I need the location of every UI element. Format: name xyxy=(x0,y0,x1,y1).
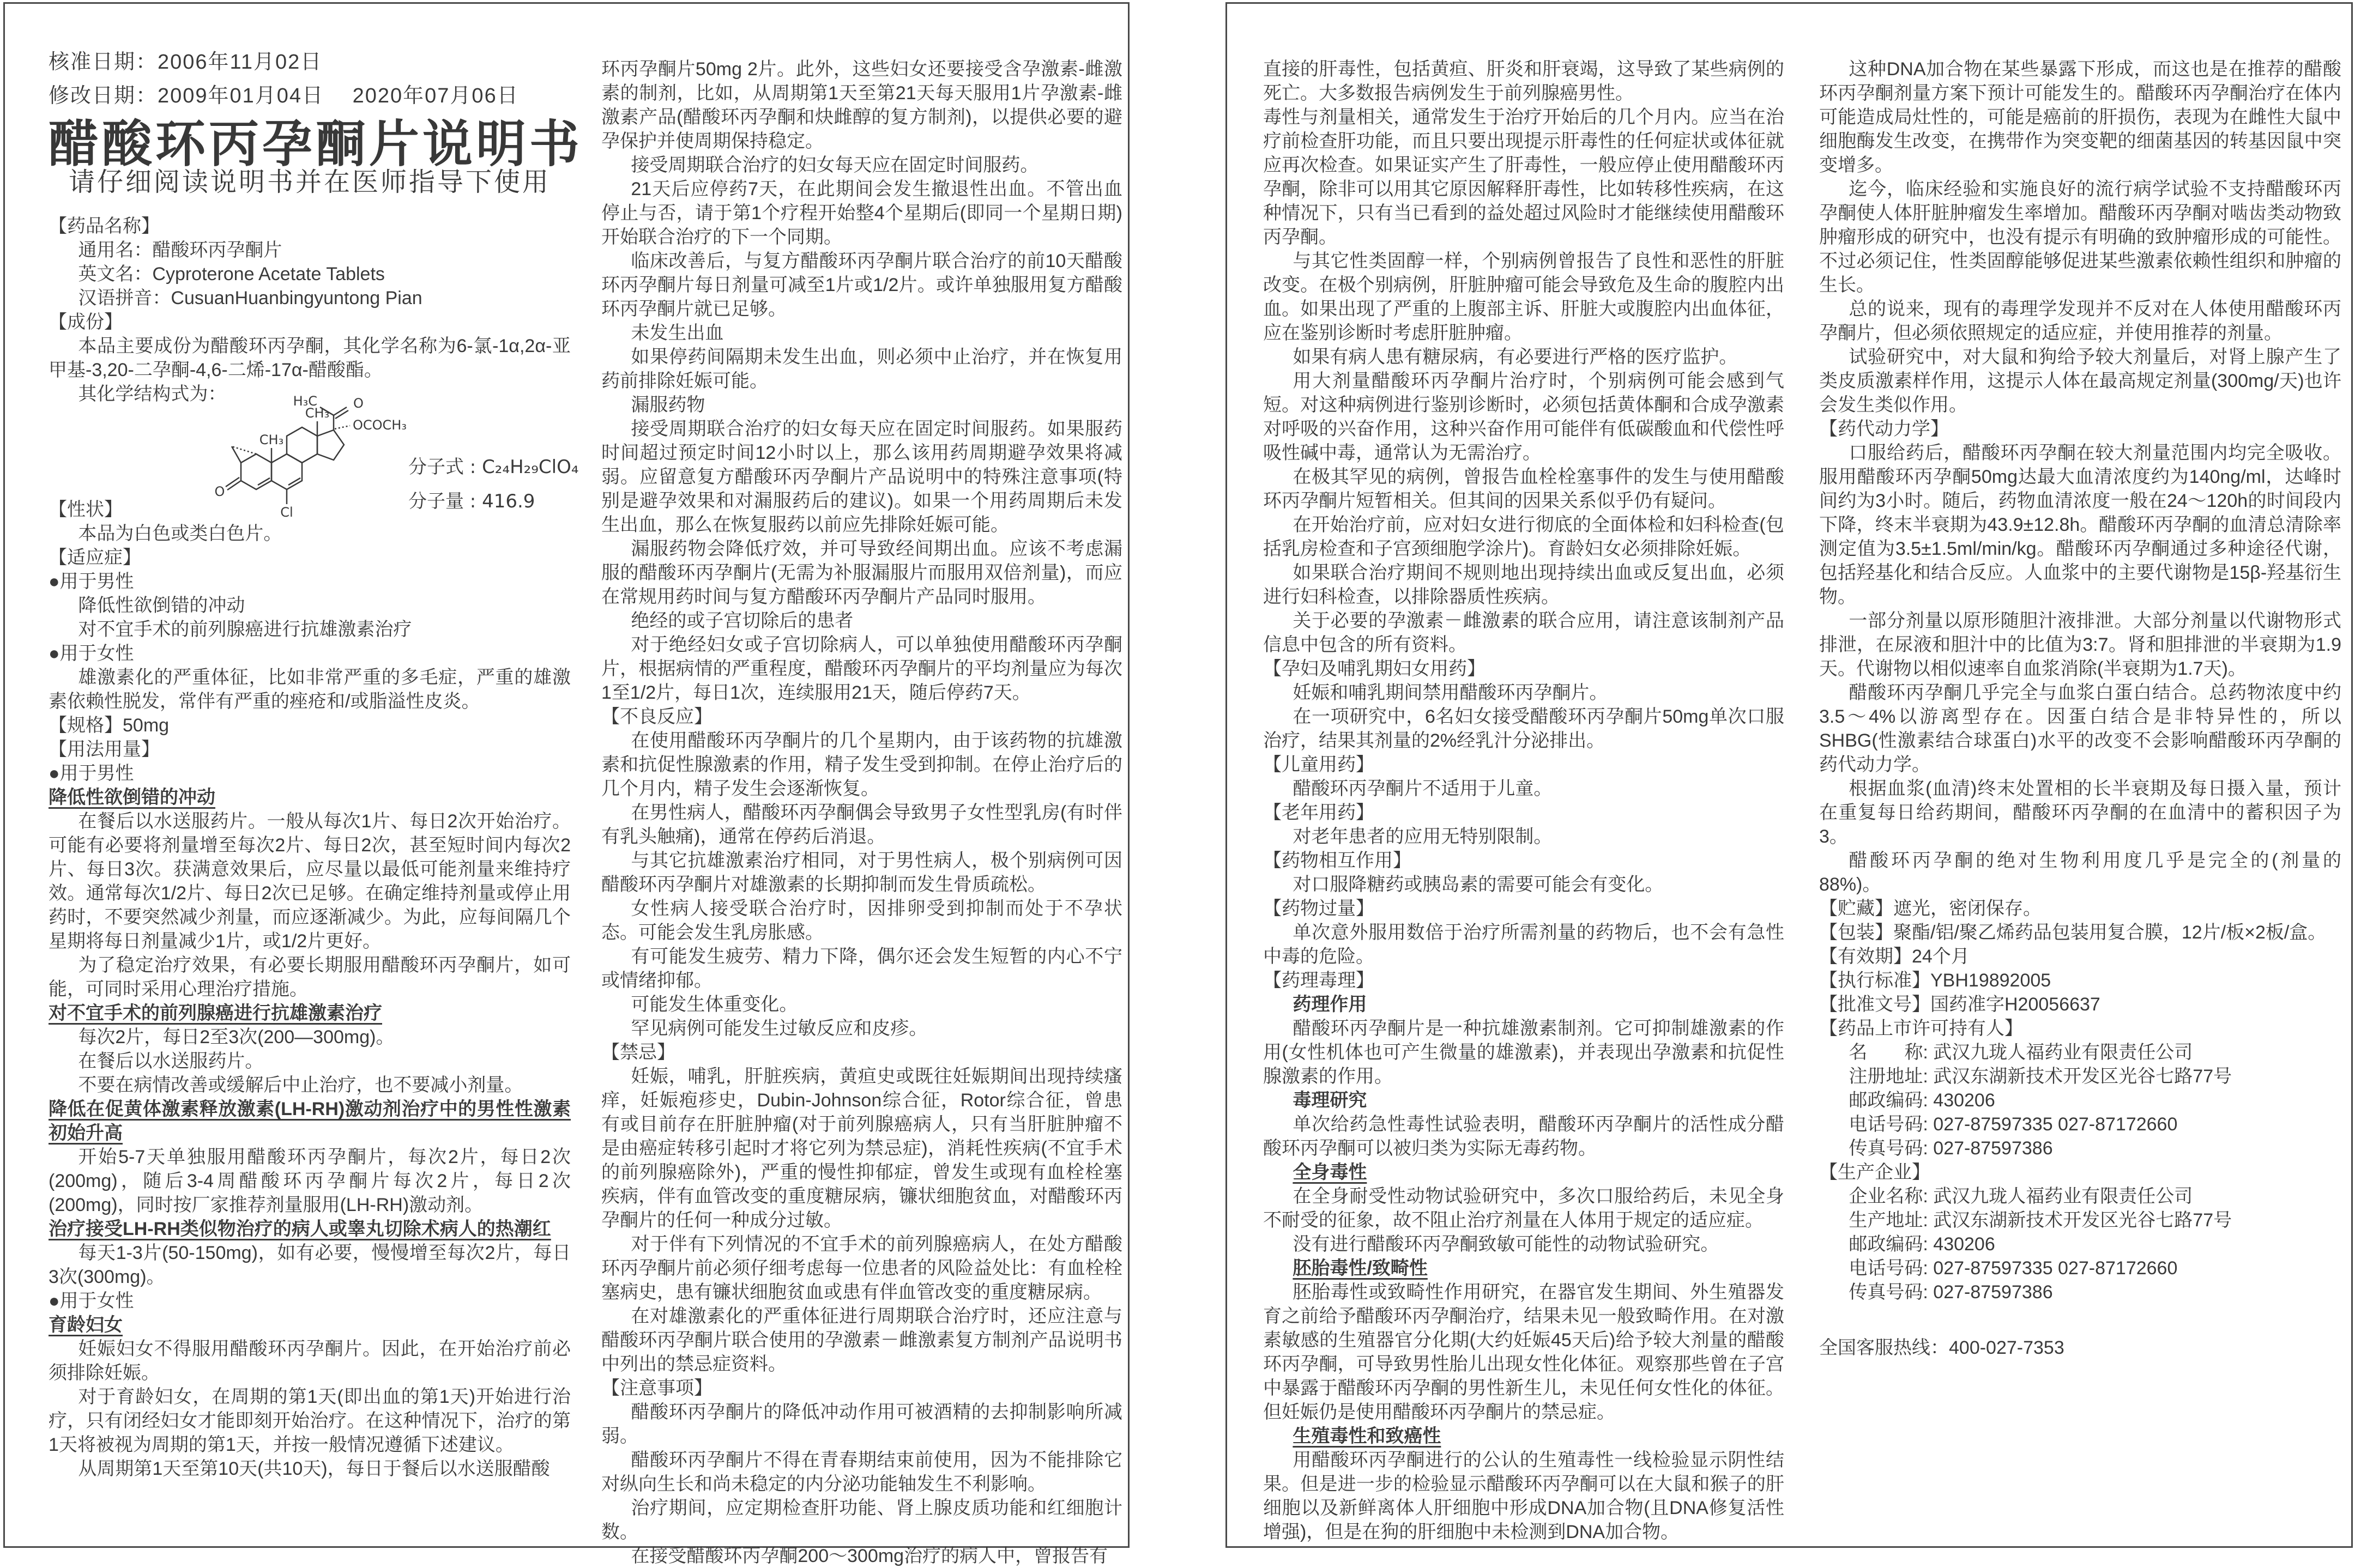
page-right xyxy=(1225,2,2353,1548)
page2-column1 xyxy=(1263,57,1784,1544)
section-header: 【药物过量】 xyxy=(1263,898,1374,919)
paragraph: 传真号码: 027-87597386 xyxy=(1849,1282,2053,1303)
paragraph: 绝经的或子宫切除后的患者 xyxy=(631,610,854,631)
page2-column2 xyxy=(1819,57,2341,1360)
paragraph: 注册地址: 武汉东湖新技术开发区光谷七路77号 xyxy=(1849,1066,2232,1087)
paragraph: 醋酸环丙孕酮的绝对生物利用度几乎是完全的(剂量的88%)。 xyxy=(1819,850,2341,895)
paragraph: 不要在病情改善或缓解后中止治疗，也不要减小剂量。 xyxy=(78,1075,523,1095)
section-header: 【批准文号】国药准字H20056637 xyxy=(1819,994,2100,1015)
paragraph: 醋酸环丙孕酮几乎完全与血浆白蛋白结合。总药物浓度中约3.5～4%以游离型存在。因蛋白结合是非特异性的，所以SHBG(性激素结合球蛋白)水平的改变不会影响醋酸环丙孕酮的药代动力学。 xyxy=(1819,682,2341,775)
section-header: 【包装】聚酯/铝/聚乙烯药品包装用复合膜，12片/板×2板/盒。 xyxy=(1819,922,2327,943)
paragraph: 漏服药物 xyxy=(631,395,705,415)
paragraph: 临床改善后，与复方醋酸环丙孕酮片联合治疗的前10天醋酸环丙孕酮片每日剂量可减至1片或1/2片。或许单独服用复方醋酸环丙孕酮片就已足够。 xyxy=(601,251,1122,319)
paragraph: 邮政编码: 430206 xyxy=(1849,1090,1995,1111)
section-header: 【用法用量】 xyxy=(49,739,160,760)
subsection-heading: 治疗接受LH-RH类似物治疗的病人或睾丸切除术病人的热潮红 xyxy=(49,1219,551,1239)
spacer xyxy=(1819,1304,2341,1336)
paragraph: 妊娠和哺乳期间禁用醋酸环丙孕酮片。 xyxy=(1293,682,1608,703)
paragraph: 醋酸环丙孕酮片是一种抗雄激素制剂。它可抑制雄激素的作用(女性机体也可产生微量的雄激素)，并表现出孕激素和抗促性腺激素的作用。 xyxy=(1263,1018,1784,1087)
subsection-heading: 胚胎毒性/致畸性 xyxy=(1293,1258,1428,1279)
section-header: 【执行标准】YBH19892005 xyxy=(1819,970,2051,991)
bullet-item: ●用于男性 xyxy=(49,571,134,592)
acetyl-oxygen-label: O xyxy=(353,396,364,411)
paragraph: 在极其罕见的病例，曾报告血栓栓塞事件的发生与使用醋酸环丙孕酮片短暂相关。但其间的因果关系似乎仍有疑问。 xyxy=(1263,467,1784,511)
paragraph: 妊娠，哺乳，肝脏疾病，黄疸史或既往妊娠期间出现持续瘙痒，妊娠疱疹史，Dubin-Johnson综合征，Rotor综合征，曾患有或目前存在肝脏肿瘤(对于前列腺癌病人，只有当肝脏肿瘤不是由癌症转移引起时才将它列为禁忌症)，消耗性疾病(不宜手术的前列腺癌除外)，严重的慢性抑郁症，曾发生或现有血栓栓塞疾病，伴有血管改变的重度糖尿病，镰状细胞贫血，对醋酸环丙孕酮片的任何一种成分过敏。 xyxy=(601,1066,1122,1231)
paragraph: 单次意外服用数倍于治疗所需剂量的药物后，也不会有急性中毒的危险。 xyxy=(1263,922,1784,967)
paragraph: 醋酸环丙孕酮片的降低冲动作用可被酒精的去抑制影响所减弱。 xyxy=(601,1402,1122,1446)
subsection-heading: 药理作用 xyxy=(1293,994,1367,1015)
paragraph: 漏服药物会降低疗效，并可导致经间期出血。应该不考虑漏服的醋酸环丙孕酮片(无需为补服漏服片而服用双倍剂量)，而应在常规用药时间与复方醋酸环丙孕酮片产品同时服用。 xyxy=(601,538,1122,607)
paragraph: 有可能发生疲劳、精力下降，偶尔还会发生短暂的内心不宁或情绪抑郁。 xyxy=(601,946,1122,991)
section-header: 【规格】50mg xyxy=(49,715,170,736)
paragraph: 邮政编码: 430206 xyxy=(1849,1234,1995,1255)
subsection-heading: 降低性欲倒错的冲动 xyxy=(49,787,215,808)
bullet-item: ●用于女性 xyxy=(49,1291,134,1311)
section-header: 【贮藏】遮光，密闭保存。 xyxy=(1819,898,2042,919)
paragraph: 用大剂量醋酸环丙孕酮片治疗时，个别病例可能会感到气短。对这种病例进行鉴别诊断时，必须包括黄体酮和合成孕激素对呼吸的兴奋作用，这种兴奋作用可能伴有低碳酸血和代偿性呼吸性碱中毒，通常认为无需治疗。 xyxy=(1263,371,1784,463)
paragraph: 英文名：Cyproterone Acetate Tablets xyxy=(78,264,385,284)
section-header: 【药品上市许可持有人】 xyxy=(1819,1018,2023,1039)
paragraph: 对老年患者的应用无特别限制。 xyxy=(1293,826,1553,847)
paragraph: 与其它抗雄激素治疗相同，对于男性病人，极个别病例可因醋酸环丙孕酮片对雄激素的长期抑制而发生骨质疏松。 xyxy=(601,850,1122,895)
paragraph: 传真号码: 027-87597386 xyxy=(1849,1138,2053,1159)
paragraph: 胚胎毒性或致畸性作用研究，在器官发生期间、外生殖器发育之前给予醋酸环丙孕酮治疗，结果未见一般致畸作用。在对激素敏感的生殖器官分化期(大约妊娠45天后)给予较大剂量的醋酸环丙孕酮，可导致男性胎儿出现女性化体征。观察那些曾在子宫中暴露于醋酸环丙孕酮的男性新生儿，未见任何女性化的体征。但妊娠仍是使用醋酸环丙孕酮片的禁忌症。 xyxy=(1263,1282,1784,1422)
paragraph: 在男性病人，醋酸环丙孕酮偶会导致男子女性型乳房(有时伴有乳头触痛)，通常在停药后消退。 xyxy=(601,802,1122,847)
paragraph: 根据血浆(血清)终末处置相的长半衰期及每日摄入量，预计在重复每日给药期间，醋酸环丙孕酮的在血清中的蓄积因子为3。 xyxy=(1819,778,2341,847)
paragraph: 环丙孕酮片50mg 2片。此外，这些妇女还要接受含孕激素-雌激素的制剂，比如，从周期第1天至第21天每天服用1片孕激素-雌激素产品(醋酸环丙孕酮和炔雌醇的复方制剂)，以提供必要的避孕保护并使周期保持稳定。 xyxy=(601,59,1122,152)
paragraph: 在接受醋酸环丙孕酮200～300mg治疗的病人中，曾报告有 xyxy=(631,1546,1108,1566)
paragraph: 在开始治疗前，应对妇女进行彻底的全面体检和妇科检查(包括乳房检查和子宫颈细胞学涂片)。育龄妇女必须排除妊娠。 xyxy=(1263,514,1784,559)
subsection-heading: 毒理研究 xyxy=(1293,1090,1367,1111)
acetate-group-label: OCOCH₃ xyxy=(353,417,407,433)
section-header: 【药理毒理】 xyxy=(1263,970,1374,991)
paragraph: 开始5-7天单独服用醋酸环丙孕酮片，每次2片，每日2次(200mg)，随后3-4周醋酸环丙孕酮片每次2片，每日2次(200mg)，同时按厂家推荐剂量服用(LH-RH)激动剂。 xyxy=(49,1147,571,1215)
paragraph: 从周期第1天至第10天(共10天)，每日于餐后以水送服醋酸 xyxy=(78,1458,550,1479)
approval-date: 核准日期：2006年11月02日 xyxy=(49,51,323,74)
bullet-item: ●用于女性 xyxy=(49,643,134,664)
paragraph: 在餐后以水送服药片。 xyxy=(78,1051,264,1071)
section-header: 【药物相互作用】 xyxy=(1263,850,1411,871)
bullet-item: ●用于男性 xyxy=(49,763,134,784)
paragraph: 醋酸环丙孕酮片不得在青春期结束前使用，因为不能排除它对纵向生长和尚未稳定的内分泌功能轴发生不利影响。 xyxy=(601,1450,1122,1494)
ketone-oxygen-label: O xyxy=(214,484,225,499)
molecular-formula: 分子式 : C₂₄H₂₉ClO₄ xyxy=(408,456,579,478)
paragraph: 本品为白色或类白色片。 xyxy=(78,523,282,544)
section-header: 【适应症】 xyxy=(49,547,141,568)
section-header: 【生产企业】 xyxy=(1819,1162,1930,1183)
paragraph: 在一项研究中，6名妇女接受醋酸环丙孕酮片50mg单次口服治疗，结果其剂量的2%经乳汁分泌排出。 xyxy=(1263,706,1784,751)
paragraph: 女性病人接受联合治疗时，因排卵受到抑制而处于不孕状态。可能会发生乳房胀感。 xyxy=(601,898,1122,943)
paragraph: 总的说来，现有的毒理学发现并不反对在人体使用醋酸环丙孕酮片，但必须依照规定的适应症，并使用推荐的剂量。 xyxy=(1819,299,2341,343)
section-header: 【有效期】24个月 xyxy=(1819,946,1970,967)
paragraph: 每天1-3片(50-150mg)，如有必要，慢慢增至每次2片，每日3次(300mg)。 xyxy=(49,1243,571,1287)
paragraph: 迄今，临床经验和实施良好的流行病学试验不支持醋酸环丙孕酮使人体肝脏肿瘤发生率增加。醋酸环丙孕酮对啮齿类动物致肿瘤形成的研究中，也没有提示有明确的致肿瘤形成的可能性。不过必须记住，性类固醇能够促进某些激素依赖性组织和肿瘤的生长。 xyxy=(1819,179,2341,295)
section-header: 【性状】 xyxy=(49,499,123,520)
subsection-heading: 育龄妇女 xyxy=(49,1315,123,1335)
paragraph: 一部分剂量以原形随胆汁液排泄。大部分剂量以代谢物形式排泄，在尿液和胆汁中的比值为3:7。肾和胆排泄的半衰期为1.9天。代谢物以相似速率自血浆消除(半衰期为1.7天)。 xyxy=(1819,610,2341,679)
page1-column2 xyxy=(601,57,1122,1568)
molecular-weight: 分子量 : 416.9 xyxy=(408,491,535,512)
c19-methyl-label: CH₃ xyxy=(259,432,284,447)
paragraph: 汉语拼音：CusuanHuanbingyuntong Pian xyxy=(78,288,422,308)
paragraph: 关于必要的孕激素－雌激素的联合应用，请注意该制剂产品信息中包含的所有资料。 xyxy=(1263,610,1784,655)
paragraph: 这种DNA加合物在某些暴露下形成，而这也是在推荐的醋酸环丙孕酮剂量方案下预计可能发生的。醋酸环丙孕酮治疗在体内可能造成局灶性的，可能是癌前的肝损伤，表现为在雌性大鼠中细胞酶发生改变，在携带作为突变靶的细菌基因的转基因鼠中突变增多。 xyxy=(1819,59,2341,175)
paragraph: 接受周期联合治疗的妇女每天应在固定时间服药。如果服药时间超过预定时间12小时以上，那么该用药周期避孕效果将减弱。应留意复方醋酸环丙孕酮片产品说明中的特殊注意事项(特别是避孕效果和对漏服药后的建议)。如果一个用药周期后未发生出血，那么在恢复服药以前应先排除妊娠可能。 xyxy=(601,419,1122,535)
paragraph: 接受周期联合治疗的妇女每天应在固定时间服药。 xyxy=(631,155,1039,175)
paragraph: 在对雄激素化的严重体征进行周期联合治疗时，还应注意与醋酸环丙孕酮片联合使用的孕激素－雌激素复方制剂产品说明书中列出的禁忌症资料。 xyxy=(601,1306,1122,1375)
paragraph: 没有进行醋酸环丙孕酮致敏可能性的动物试验研究。 xyxy=(1293,1234,1719,1255)
chlorine-label: Cl xyxy=(280,505,293,520)
paragraph: 试验研究中，对大鼠和狗给予较大剂量后，对肾上腺产生了类皮质激素样作用，这提示人体在最高规定剂量(300mg/天)也许会发生类似作用。 xyxy=(1819,347,2341,415)
text-block xyxy=(49,214,571,406)
paragraph: 雄激素化的严重体征，比如非常严重的多毛症，严重的雄激素依赖性脱发，常伴有严重的痤疮和/或脂溢性皮炎。 xyxy=(49,667,571,712)
subsection-heading: 全身毒性 xyxy=(1293,1162,1367,1183)
subsection-heading: 生殖毒性和致癌性 xyxy=(1293,1426,1441,1446)
paragraph: 在餐后以水送服药片。一般从每次1片、每日2次开始治疗。可能有必要将剂量增至每次2片、每日2次，甚至短时间内每次2片、每日3次。获满意效果后，应尽量以最低可能剂量来维持疗效。通常每次1/2片、每日2次已足够。在确定维持剂量或停止用药时，不要突然减少剂量，而应逐渐减少。为此，应每间隔几个星期将每日剂量减少1片，或1/2片更好。 xyxy=(49,811,571,952)
paragraph: 生产地址: 武汉东湖新技术开发区光谷七路77号 xyxy=(1849,1210,2232,1231)
page1-column1 xyxy=(49,37,583,1481)
section-header: 【不良反应】 xyxy=(601,706,712,727)
date-block xyxy=(49,37,571,113)
paragraph: 在全身耐受性动物试验研究中，多次口服给药后，未见全身不耐受的征象，故不阻止治疗剂量在人体用于规定的适应症。 xyxy=(1263,1186,1784,1231)
paragraph: 本品主要成份为醋酸环丙孕酮，其化学名称为6-氯-1α,2α-亚甲基-3,20-二孕酮-4,6-二烯-17α-醋酸酯。 xyxy=(49,336,571,380)
paragraph: 在使用醋酸环丙孕酮片的几个星期内，由于该药物的抗雄激素和抗促性腺激素的作用，精子发生受到抑制。在停止治疗后的几个月内，精子发生会逐渐恢复。 xyxy=(601,730,1122,799)
paragraph: 降低性欲倒错的冲动 xyxy=(78,595,245,616)
section-header: 【禁忌】 xyxy=(601,1042,675,1063)
text-block xyxy=(49,498,571,1481)
page-left xyxy=(3,2,1130,1566)
paragraph: 企业名称: 武汉九珑人福药业有限责任公司 xyxy=(1849,1186,2193,1207)
paragraph: 对口服降糖药或胰岛素的需要可能会有变化。 xyxy=(1293,874,1664,895)
paragraph: 口服给药后，醋酸环丙孕酮在较大剂量范围内均完全吸收。服用醋酸环丙孕酮50mg达最大血清浓度约为140ng/ml，达峰时间约为3小时。随后，药物血清浓度一般在24～120h的时间段内下降，终末半衰期为43.9±12.8h。醋酸环丙孕酮的血清总清除率测定值为3.5±1.5ml/min/kg。醋酸环丙孕酮通过多种途径代谢，包括羟基化和结合反应。人血浆中的主要代谢物是15β-羟基衍生物。 xyxy=(1819,443,2341,607)
paragraph: 对于育龄妇女，在周期的第1天(即出血的第1天)开始进行治疗，只有闭经妇女才能即刻开始治疗。在这种情况下，治疗的第1天将被视为周期的第1天，并按一般情况遵循下述建议。 xyxy=(49,1387,571,1455)
paragraph: 与其它性类固醇一样，个别病例曾报告了良性和恶性的肝脏改变。在极个别病例，肝脏肿瘤可能会导致危及生命的腹腔内出血。如果出现了严重的上腹部主诉、肝脏大或腹腔内出血体征，应在鉴别诊断时考虑肝脏肿瘤。 xyxy=(1263,251,1784,343)
paragraph: 通用名：醋酸环丙孕酮片 xyxy=(78,240,282,261)
section-header: 【成份】 xyxy=(49,312,123,332)
h3c-label: H₃C xyxy=(293,393,317,409)
section-header: 【药品名称】 xyxy=(49,216,160,237)
subsection-heading: 对不宜手术的前列腺癌进行抗雄激素治疗 xyxy=(49,1003,382,1024)
paragraph: 电话号码: 027-87597335 027-87172660 xyxy=(1849,1114,2178,1135)
paragraph: 对于伴有下列情况的不宜手术的前列腺癌病人，在处方醋酸环丙孕酮片前必须仔细考虑每一位患者的风险益处比：有血栓栓塞病史，患有镰状细胞贫血或患有伴血管改变的重度糖尿病。 xyxy=(601,1234,1122,1303)
paragraph: 单次给药急性毒性试验表明，醋酸环丙孕酮片的活性成分醋酸环丙孕酮可以被归类为实际无毒药物。 xyxy=(1263,1114,1784,1159)
paragraph: 用醋酸环丙孕酮进行的公认的生殖毒性一线检验显示阴性结果。但是进一步的检验显示醋酸环丙孕酮可以在大鼠和猴子的肝细胞以及新鲜离体人肝细胞中形成DNA加合物(且DNA修复活性增强)，但是在狗的肝细胞中未检测到DNA加合物。 xyxy=(1263,1450,1784,1542)
paragraph: 如果有病人患有糖尿病，有必要进行严格的医疗监护。 xyxy=(1293,347,1738,367)
section-header: 【药代动力学】 xyxy=(1819,419,1949,439)
section-header: 【孕妇及哺乳期妇女用药】 xyxy=(1263,658,1486,679)
paragraph: 直接的肝毒性，包括黄疸、肝炎和肝衰竭，这导致了某些病例的死亡。大多数报告病例发生于前列腺癌男性。 xyxy=(1263,59,1784,104)
paragraph: 21天后应停药7天，在此期间会发生撤退性出血。不管出血停止与否，请于第1个疗程开始整4个星期后(即同一个星期日期)开始联合治疗的下一个同期。 xyxy=(601,179,1122,247)
paragraph: 为了稳定治疗效果，有必要长期服用醋酸环丙孕酮片，如可能，可同时采用心理治疗措施。 xyxy=(49,955,571,1000)
paragraph: 治疗期间，应定期检查肝功能、肾上腺皮质功能和红细胞计数。 xyxy=(601,1498,1122,1542)
section-header: 【儿童用药】 xyxy=(1263,754,1374,775)
paragraph: 每次2片，每日2至3次(200—300mg)。 xyxy=(78,1027,395,1048)
paragraph: 对不宜手术的前列腺癌进行抗雄激素治疗 xyxy=(78,619,412,640)
paragraph: 如果联合治疗期间不规则地出现持续出血或反复出血，必须进行妇科检查，以排除器质性疾病。 xyxy=(1263,562,1784,607)
paragraph: 名 称: 武汉九珑人福药业有限责任公司 xyxy=(1849,1042,2193,1063)
document-subtitle: 请仔细阅读说明书并在医师指导下使用 xyxy=(68,168,551,197)
c18-methyl-label: CH₃ xyxy=(305,405,330,421)
paragraph: 可能发生体重变化。 xyxy=(631,994,798,1015)
paragraph: 对于绝经妇女或子宫切除病人，可以单独使用醋酸环丙孕酮片，根据病情的严重程度，醋酸环丙孕酮片的平均剂量应为每次1至1/2片，每日1次，连续服用21天，随后停药7天。 xyxy=(601,634,1122,703)
paragraph: 其化学结构式为： xyxy=(78,384,227,404)
document-title: 醋酸环丙孕酮片说明书 xyxy=(49,117,583,172)
section-header: 【注意事项】 xyxy=(601,1378,712,1399)
paragraph: 电话号码: 027-87597335 027-87172660 xyxy=(1849,1258,2178,1279)
paragraph: 未发生出血 xyxy=(631,323,724,343)
section-header: 【老年用药】 xyxy=(1263,802,1374,823)
paragraph: 妊娠妇女不得服用醋酸环丙孕酮片。因此，在开始治疗前必须排除妊娠。 xyxy=(49,1339,571,1383)
subsection-heading: 降低在促黄体激素释放激素(LH-RH)激动剂治疗中的男性性激素初始升高 xyxy=(49,1099,571,1143)
revision-date: 修改日期：2009年01月04日 2020年07月06日 xyxy=(49,84,519,107)
paragraph: 罕见病例可能发生过敏反应和皮疹。 xyxy=(631,1018,928,1039)
paragraph: 全国客服热线：400-027-7353 xyxy=(1819,1337,2064,1358)
paragraph: 醋酸环丙孕酮片不适用于儿童。 xyxy=(1293,778,1553,799)
paragraph: 毒性与剂量相关，通常发生于治疗开始后的几个月内。应当在治疗前检查肝功能，而且只要出现提示肝毒性的任何症状或体征就应再次检查。如果证实产生了肝毒性，一般应停止使用醋酸环丙孕酮，除非可以用其它原因解释肝毒性，比如转移性疾病，在这种情况下，只有当已看到的益处超过风险时才能继续使用醋酸环丙孕酮。 xyxy=(1263,107,1784,247)
paragraph: 如果停药间隔期未发生出血，则必须中止治疗，并在恢复用药前排除妊娠可能。 xyxy=(601,347,1122,391)
